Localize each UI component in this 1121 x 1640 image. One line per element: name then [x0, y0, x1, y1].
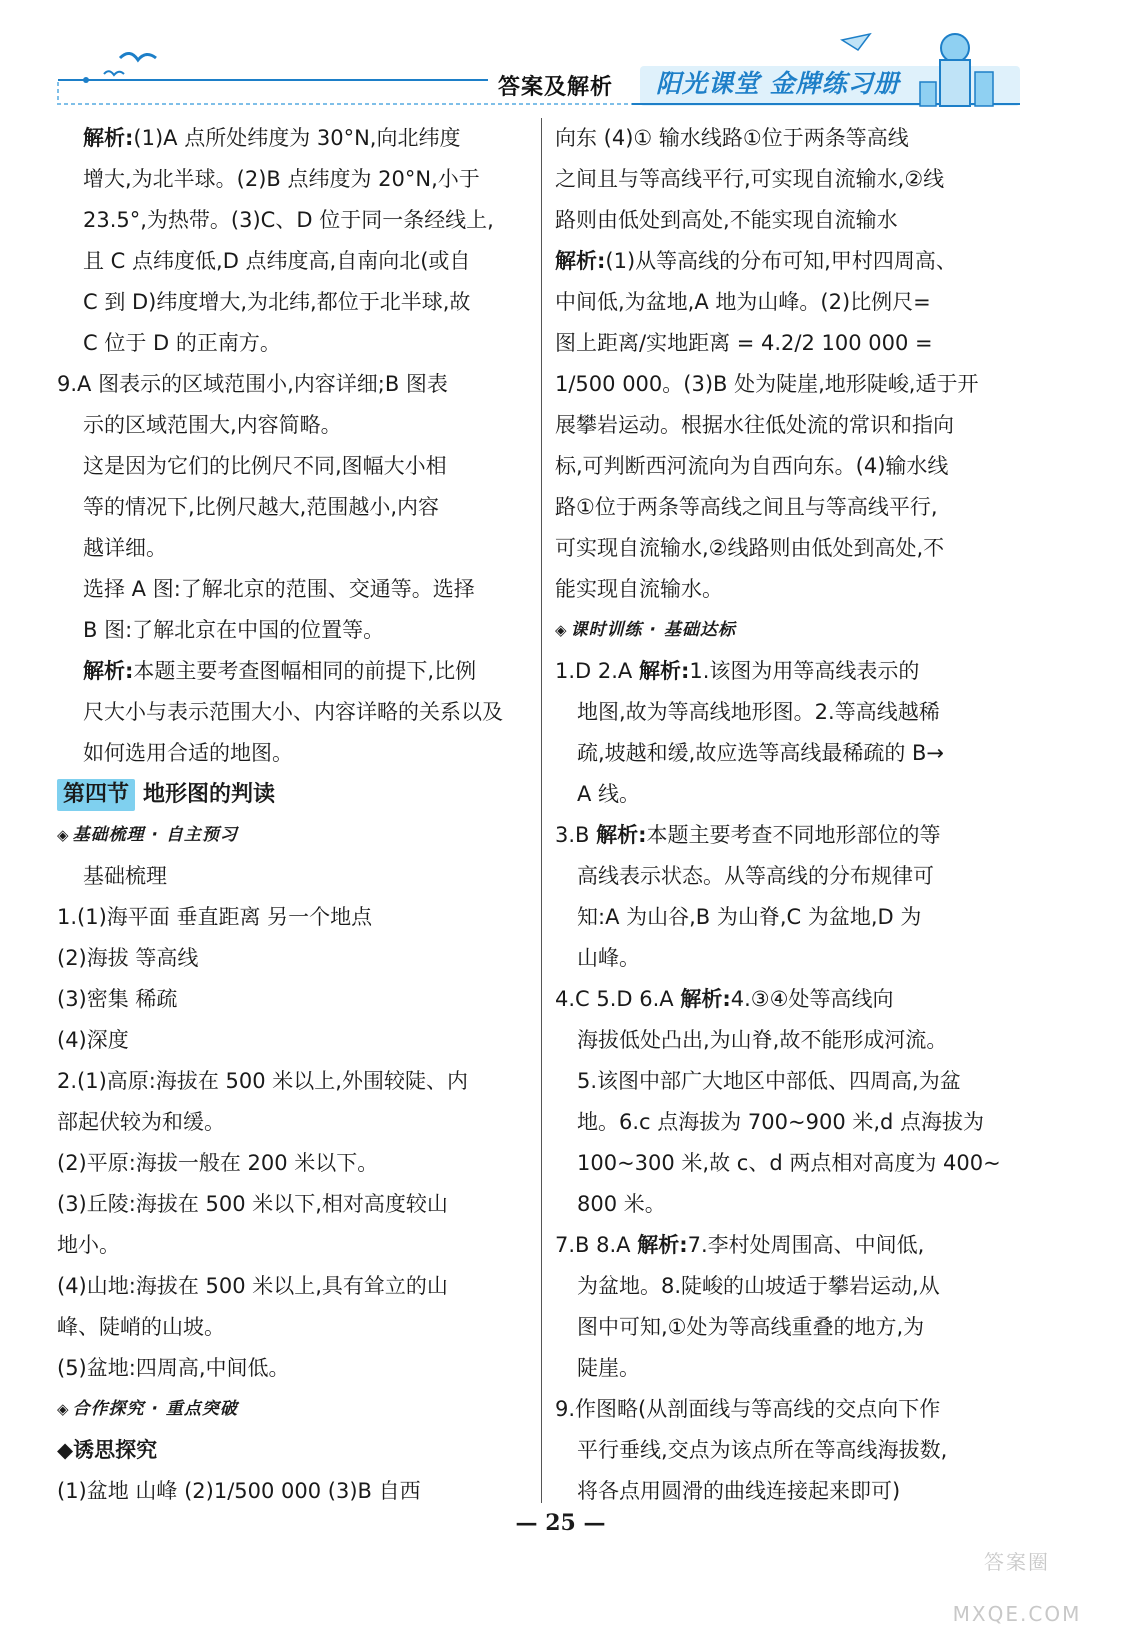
text-line: 9.作图略(从剖面线与等高线的交点向下作 — [555, 1397, 941, 1421]
text-line: 1/500 000。(3)B 处为陡崖,地形陡峻,适于开 — [555, 372, 979, 396]
text-line: 2.(1)高原:海拔在 500 米以上,外围较陡、内 — [57, 1069, 468, 1093]
page-header — [0, 0, 1121, 118]
text-line: 向东 (4)① 输水线路①位于两条等高线 — [555, 126, 909, 150]
text-line: 等的情况下,比例尺越大,范围越小,内容 — [83, 495, 440, 519]
text-line: 地小。 — [57, 1233, 120, 1257]
right-column — [555, 118, 1023, 1512]
analysis-label: 解析: — [680, 987, 731, 1011]
text-line: 解析:(1)从等高线的分布可知,甲村四周高、 — [555, 249, 957, 273]
text-line: 图中可知,①处为等高线重叠的地方,为 — [577, 1315, 925, 1339]
text-line: 展攀岩运动。根据水往低处流的常识和指向 — [555, 413, 954, 437]
paper-plane-icon — [842, 34, 870, 50]
analysis-label: 解析: — [83, 659, 134, 683]
text-line: 3.B 解析:本题主要考查不同地形部位的等 — [555, 823, 941, 847]
page-number: — 25 — — [515, 1510, 606, 1536]
analysis-label: 解析: — [83, 126, 134, 150]
watermark: 答案圈 MXQE.COM — [952, 1550, 1082, 1626]
header-brand: 阳光课堂 金牌练习册 — [656, 69, 900, 98]
text-line: 尺大小与表示范围大小、内容详略的关系以及 — [83, 700, 503, 724]
text-line: 1.(1)海平面 垂直距离 另一个地点 — [57, 905, 373, 929]
subsection-heading-text: 基础梳理 · 自主预习 — [72, 825, 238, 845]
text-line: (2)平原:海拔一般在 200 米以下。 — [57, 1151, 379, 1175]
text-line: 峰、陡峭的山坡。 — [57, 1315, 225, 1339]
text-line: 增大,为北半球。(2)B 点纬度为 20°N,小于 — [83, 167, 480, 191]
text-line: 标,可判断西河流向为自西向东。(4)输水线 — [555, 454, 949, 478]
subsection-heading — [57, 1389, 529, 1430]
column-divider — [541, 118, 542, 1503]
text-line: 23.5°,为热带。(3)C、D 位于同一条经线上, — [83, 208, 494, 232]
section-title-text: 地形图的判读 — [143, 782, 276, 807]
text-line: 陡崖。 — [577, 1356, 640, 1380]
analysis-label: 解析: — [638, 659, 690, 683]
text-line: (5)盆地:四周高,中间低。 — [57, 1356, 290, 1380]
text-line: 基础梳理 — [83, 864, 167, 888]
diamond-bullet-icon: ◈ — [57, 1400, 70, 1418]
text-line: 为盆地。8.陡峻的山坡适于攀岩运动,从 — [577, 1274, 940, 1298]
text-line: ◆诱思探究 — [57, 1438, 158, 1462]
text-line: 可实现自流输水,②线路则由低处到高处,不 — [555, 536, 945, 560]
text-line: 1.D 2.A 解析:1.该图为用等高线表示的 — [555, 659, 920, 683]
text-line: B 图:了解北京在中国的位置等。 — [83, 618, 385, 642]
subsection-heading — [57, 815, 529, 856]
text-line: C 位于 D 的正南方。 — [83, 331, 281, 355]
subsection-heading-text: 合作探究 · 重点突破 — [72, 1399, 238, 1419]
text-line: C 到 D)纬度增大,为北纬,都位于北半球,故 — [83, 290, 471, 314]
text-line: 海拔低处凸出,为山脊,故不能形成河流。 — [577, 1028, 948, 1052]
text-line: 之间且与等高线平行,可实现自流输水,②线 — [555, 167, 945, 191]
text-line: 路则由低处到高处,不能实现自流输水 — [555, 208, 898, 232]
text-line: A 线。 — [577, 782, 641, 806]
text-line: 中间低,为盆地,A 地为山峰。(2)比例尺= — [555, 290, 931, 314]
text-line: 路①位于两条等高线之间且与等高线平行, — [555, 495, 938, 519]
text-line: 疏,坡越和缓,故应选等高线最稀疏的 B→ — [577, 741, 945, 765]
section-title — [57, 774, 529, 815]
subsection-heading — [555, 610, 1023, 651]
text-line: (4)深度 — [57, 1028, 129, 1052]
text-line: 图上距离/实地距离 = 4.2/2 100 000 = — [555, 331, 933, 355]
text-line: 解析:本题主要考查图幅相同的前提下,比例 — [83, 659, 477, 683]
text-line: 7.B 8.A 解析:7.李村处周围高、中间低, — [555, 1233, 925, 1257]
text-line: (1)盆地 山峰 (2)1/500 000 (3)B 自西 — [57, 1479, 421, 1503]
text-line: 地图,故为等高线地形图。2.等高线越稀 — [577, 700, 940, 724]
text-line: 示的区域范围大,内容简略。 — [83, 413, 342, 437]
text-line: 高线表示状态。从等高线的分布规律可 — [577, 864, 934, 888]
text-line: (4)山地:海拔在 500 米以上,具有耸立的山 — [57, 1274, 448, 1298]
text-line: 800 米。 — [577, 1192, 666, 1216]
header-title: 答案及解析 — [498, 75, 614, 100]
text-line: 越详细。 — [83, 536, 167, 560]
section-badge: 第四节 — [57, 779, 135, 811]
bird-icon — [104, 71, 124, 75]
text-line: 解析:(1)A 点所处纬度为 30°N,向北纬度 — [83, 126, 461, 150]
text-line: 知:A 为山谷,B 为山脊,C 为盆地,D 为 — [577, 905, 922, 929]
text-line: 5.该图中部广大地区中部低、四周高,为盆 — [577, 1069, 961, 1093]
text-line: 选择 A 图:了解北京的范围、交通等。选择 — [83, 577, 475, 601]
diamond-bullet-icon: ◈ — [57, 826, 70, 844]
left-column — [57, 118, 529, 1512]
text-line: 且 C 点纬度低,D 点纬度高,自南向北(或自 — [83, 249, 471, 273]
bird-icon — [120, 53, 156, 60]
text-line: 4.C 5.D 6.A 解析:4.③④处等高线向 — [555, 987, 894, 1011]
diamond-bullet-icon: ◈ — [555, 621, 568, 639]
text-line: 这是因为它们的比例尺不同,图幅大小相 — [83, 454, 447, 478]
text-line: 100~300 米,故 c、d 两点相对高度为 400~ — [577, 1151, 1001, 1175]
text-line: 9.A 图表示的区域范围小,内容详细;B 图表 — [57, 372, 448, 396]
text-line: (2)海拔 等高线 — [57, 946, 199, 970]
text-line: 部起伏较为和缓。 — [57, 1110, 225, 1134]
analysis-label: 解析: — [596, 823, 647, 847]
text-line: 如何选用合适的地图。 — [83, 741, 293, 765]
text-line: (3)丘陵:海拔在 500 米以下,相对高度较山 — [57, 1192, 448, 1216]
subsection-heading-text: 课时训练 · 基础达标 — [570, 620, 736, 640]
analysis-label: 解析: — [637, 1233, 688, 1257]
text-line: 能实现自流输水。 — [555, 577, 723, 601]
text-line: 平行垂线,交点为该点所在等高线海拔数, — [577, 1438, 948, 1462]
text-line: 地。6.c 点海拔为 700~900 米,d 点海拔为 — [577, 1110, 985, 1134]
analysis-label: 解析: — [555, 249, 606, 273]
text-line: (3)密集 稀疏 — [57, 987, 178, 1011]
text-line: 将各点用圆滑的曲线连接起来即可) — [577, 1479, 901, 1503]
text-line: 山峰。 — [577, 946, 640, 970]
